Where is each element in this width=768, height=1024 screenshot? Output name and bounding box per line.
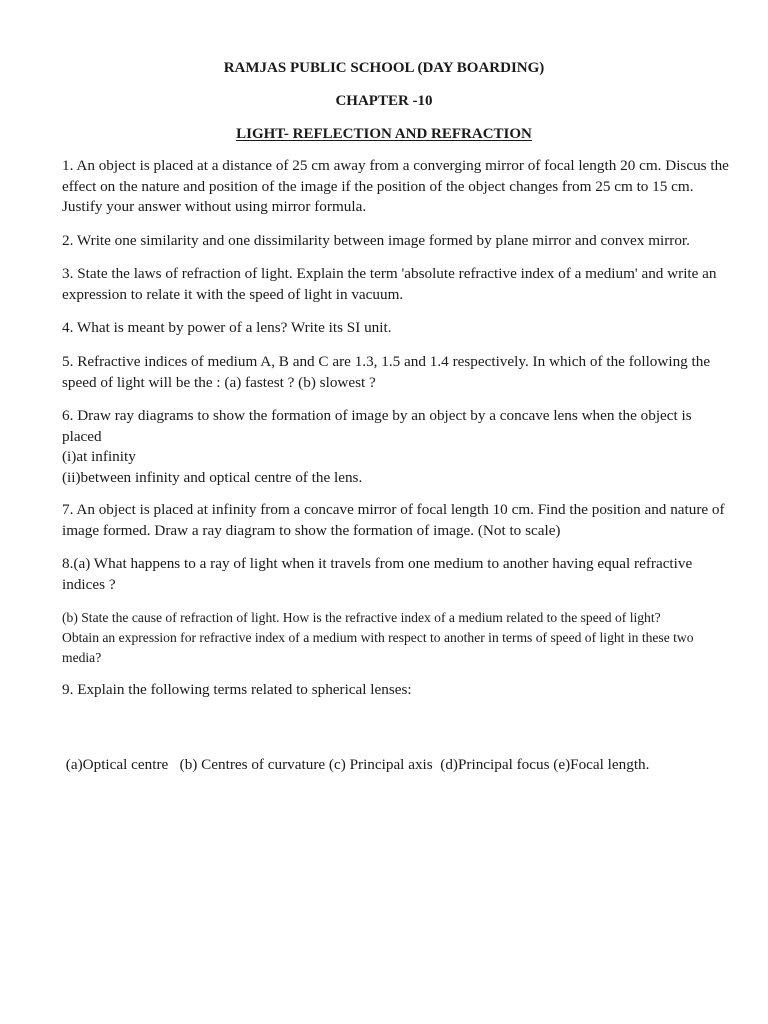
question-8b xyxy=(62,608,732,668)
question-line: 3. State the laws of refraction of light. Explain the term 'absolute refractive index of a medium' and write an xyxy=(62,265,717,282)
question-line: 7. An object is placed at infinity from a concave mirror of focal length 10 cm. Find the position and nature of xyxy=(62,501,725,518)
chapter-title xyxy=(0,125,768,143)
question-6 xyxy=(62,406,732,488)
question-line: Justify your answer without using mirror formula. xyxy=(62,198,367,215)
question-line: effect on the nature and position of the image if the position of the object changes from 25 cm to 15 cm. xyxy=(62,177,694,195)
chapter-number: CHAPTER -10 xyxy=(335,93,433,109)
question-line: (a)Optical centre (b) Centres of curvature (c) Principal axis (d)Principal focus (e)Focal length. xyxy=(62,756,650,773)
question-line: 4. What is meant by power of a lens? Write its SI unit. xyxy=(62,319,392,336)
question-line: 1. An object is placed at a distance of 25 cm away from a converging mirror of focal length 20 cm. Discus the xyxy=(62,157,729,174)
question-1 xyxy=(62,156,732,218)
question-3 xyxy=(62,264,732,305)
question-line: expression to relate it with the speed of light in vacuum. xyxy=(62,285,404,303)
question-line: 9. Explain the following terms related to spherical lenses: xyxy=(62,681,412,698)
question-line: speed of light will be the : (a) fastest ? (b) slowest ? xyxy=(62,373,376,391)
question-line: 5. Refractive indices of medium A, B and C are 1.3, 1.5 and 1.4 respectively. In which of the following the xyxy=(62,353,711,370)
question-line: (ii)between infinity and optical centre of the lens. xyxy=(62,468,363,486)
question-2 xyxy=(62,231,732,252)
question-line: 6. Draw ray diagrams to show the formation of image by an object by a concave lens when the object is xyxy=(62,407,692,424)
question-line: 8.(a) What happens to a ray of light when it travels from one medium to another having equal refractive xyxy=(62,555,693,572)
question-9 xyxy=(62,680,732,701)
question-line: Obtain an expression for refractive index of a medium with respect to another in terms of speed of light in these two xyxy=(62,630,694,645)
question-5 xyxy=(62,352,732,393)
question-9-terms xyxy=(62,714,732,817)
school-name: RAMJAS PUBLIC SCHOOL (DAY BOARDING) xyxy=(223,60,545,76)
question-line: (i)at infinity xyxy=(62,448,136,465)
question-line: image formed. Draw a ray diagram to show the formation of image. (Not to scale) xyxy=(62,521,561,539)
question-8a xyxy=(62,554,732,595)
question-line: (b) State the cause of refraction of light. How is the refractive index of a medium related to the speed of light? xyxy=(62,610,661,625)
chapter-title-text: LIGHT- REFLECTION AND REFRACTION xyxy=(236,126,532,142)
question-line: 2. Write one similarity and one dissimilarity between image formed by plane mirror and convex mirror. xyxy=(62,232,690,249)
question-4 xyxy=(62,318,732,339)
question-line: indices ? xyxy=(62,575,116,593)
question-7 xyxy=(62,500,732,541)
question-line: placed xyxy=(62,427,102,445)
question-line: media? xyxy=(62,650,102,665)
